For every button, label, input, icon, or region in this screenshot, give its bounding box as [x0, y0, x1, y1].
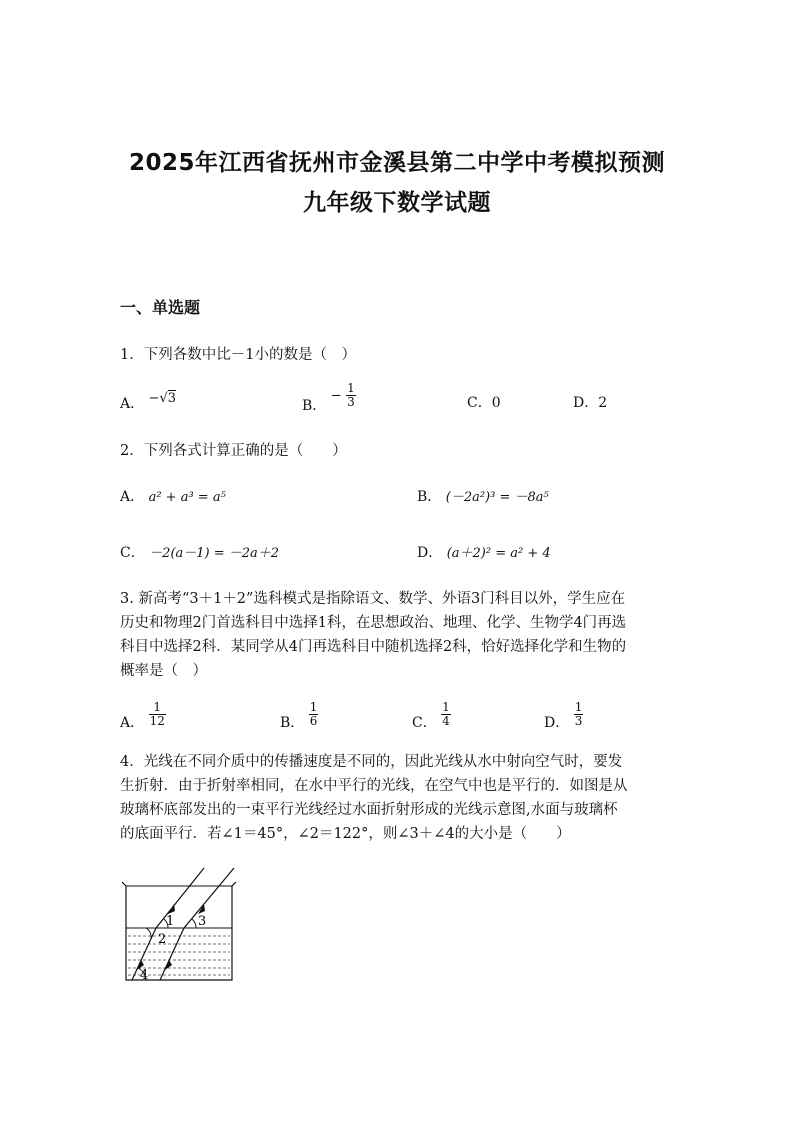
question-2-option-b [417, 486, 549, 506]
option-d-label: D． [544, 714, 570, 731]
option-d-label: D． [417, 545, 443, 561]
option-c-expression: －2(a－1) = －2a＋2 [149, 546, 280, 561]
option-c-label: C． [412, 714, 437, 731]
minus-sign: − [330, 388, 342, 404]
option-a-expression: a² + a³ = a⁵ [148, 490, 226, 505]
question-3-option-c [412, 700, 451, 731]
question-2-option-d [417, 542, 551, 562]
fraction: $\frac{1}{4}$ [442, 700, 450, 728]
option-c-label: C． [120, 545, 145, 561]
question-1-option-c: C．0 [467, 395, 501, 411]
option-a-label: A． [120, 489, 145, 505]
question-3-line-3: 科目中选择2科．某同学从4门再选科目中随机选择2科，恰好选择化学和生物的 [120, 639, 627, 655]
question-3-option-b [280, 700, 318, 731]
question-1-option-b [302, 381, 356, 414]
angle-label-3: 3 [198, 914, 207, 929]
option-d-expression: (a＋2)² = a² + 4 [446, 546, 551, 561]
option-a-label: A． [120, 396, 145, 412]
question-3-option-a [120, 700, 166, 731]
fraction: $\frac{1}{12}$ [149, 700, 165, 728]
angle-2-arc [146, 928, 151, 938]
fraction: $\frac{1}{6}$ [309, 700, 318, 728]
sqrt-icon: √ [159, 391, 168, 406]
question-4-line-2: 生折射．由于折射率相同，在水中平行的光线，在空气中也是平行的．如图是从 [120, 778, 628, 794]
question-3-option-d [544, 700, 583, 731]
minus-sign: − [148, 391, 160, 406]
option-a-label: A． [120, 714, 145, 731]
section-heading-single-choice: 一、单选题 [120, 298, 201, 317]
option-b-expression: (－2a²)³ = －8a⁵ [445, 490, 549, 505]
option-a-value [149, 391, 176, 406]
question-3-line-2: 历史和物理2门首选科目中选择1科，在思想政治、地理、化学、生物学4门再选 [120, 615, 627, 631]
light-refraction-figure [116, 862, 246, 992]
question-1-option-d: D．2 [573, 395, 608, 411]
angle-label-2: 2 [158, 932, 167, 947]
question-4-line-1: 4．光线在不同介质中的传播速度是不同的，因此光线从水中射向空气时，要发 [120, 754, 623, 770]
question-3-line-1: 3. 新高考“3＋1＋2”选科模式是指除语文、数学、外语3门科目以外，学生应在 [120, 591, 626, 607]
radicand: 3 [167, 391, 177, 406]
page-title-line2: 九年级下数学试题 [303, 190, 491, 216]
option-b-label: B． [302, 397, 327, 414]
option-b-label: B． [417, 489, 442, 505]
page-title-line1: 2025年江西省抚州市金溪县第二中学中考模拟预测 [128, 150, 665, 176]
angle-3-arc [192, 919, 196, 928]
fraction: $\frac{1}{3}$ [347, 381, 355, 409]
question-2-stem: 2．下列各式计算正确的是（ ） [120, 443, 347, 459]
question-1-option-a [120, 393, 176, 413]
fraction: $\frac{1}{3}$ [574, 700, 583, 728]
question-4-line-4: 的底面平行．若∠1＝45°，∠2＝122°，则∠3＋∠4的大小是（ ） [120, 826, 571, 842]
question-3-line-4: 概率是（ ） [120, 663, 207, 679]
question-2-option-a [120, 486, 226, 506]
question-4-line-3: 玻璃杯底部发出的一束平行光线经过水面折射形成的光线示意图,水面与玻璃杯 [120, 802, 618, 818]
option-b-label: B． [280, 714, 305, 731]
angle-label-1: 1 [166, 914, 175, 929]
question-1-stem: 1．下列各数中比－1小的数是（ ） [120, 347, 356, 363]
question-2-option-c [120, 542, 279, 562]
angle-label-4: 4 [140, 968, 149, 983]
